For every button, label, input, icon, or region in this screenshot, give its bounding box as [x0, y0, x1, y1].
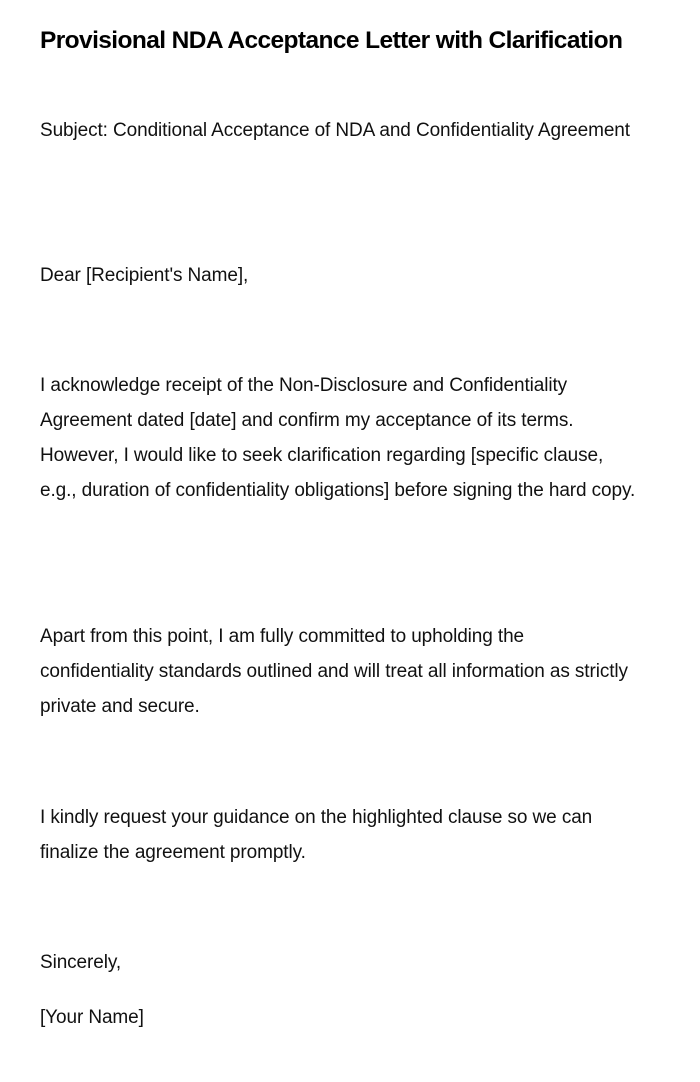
greeting: Dear [Recipient's Name], [40, 265, 249, 286]
signature-name: [Your Name] [40, 1007, 144, 1028]
closing: Sincerely, [40, 952, 122, 973]
body-paragraph-commitment: Apart from this point, I am fully committed to upholding the confidentiality standards outlined and will treat all information as strictly private and secure. [40, 626, 628, 717]
body-paragraph-request: I kindly request your guidance on the highlighted clause so we can finalize the agreement promptly. [40, 807, 593, 863]
body-paragraph-acknowledgement: I acknowledge receipt of the Non-Disclosure and Confidentiality Agreement dated [date] and confirm my acceptance of its terms. However, I would like to seek clarification regarding [specific clause, e.g., duration of confidentiality obligations] before signing the hard copy. [40, 375, 636, 501]
document-title: Provisional NDA Acceptance Letter with Clarification [40, 27, 623, 54]
subject-line: Subject: Conditional Acceptance of NDA and Confidentiality Agreement [40, 120, 630, 141]
